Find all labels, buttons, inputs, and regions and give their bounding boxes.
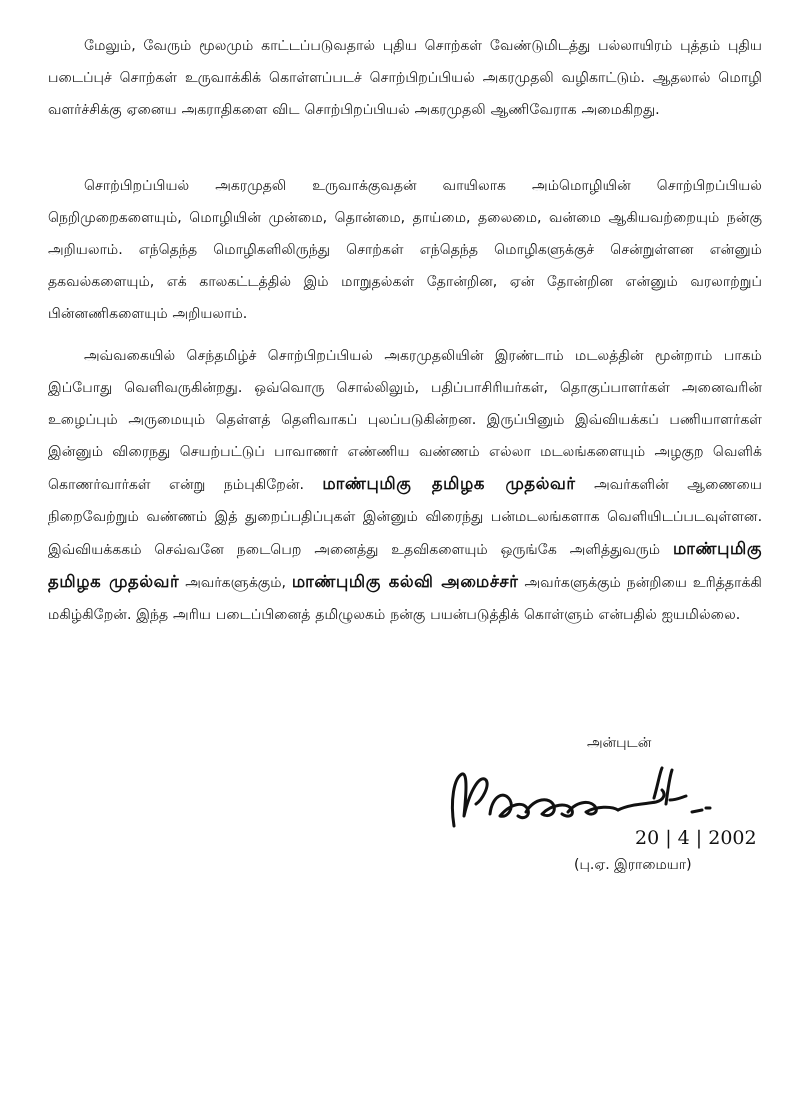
paragraph-3-text-d: அவர்களுக்கும், — [185, 575, 286, 591]
bold-title-education-minister: மாண்புமிகு கல்வி அமைச்சர் — [291, 572, 519, 591]
paragraph-1-text: மேலும், வேரும் மூலமும் காட்டப்படுவதால் புதிய சொற்கள் வேண்டுமிடத்து பல்லாயிரம் புத்தம் புதிய படைப்புச் சொற்கள் உருவாக்கிக் கொள்ளப்படச் சொற்பிறப்பியல் அகரமுதலி வழிகாட்டும். ஆதலால் மொழி வளர்ச்சிக்கு ஏனைய அகராதிகளை விட சொற்பிறப்பியல் அகரமுதலி ஆணிவேராக அமைகிறது. — [48, 38, 762, 118]
paragraph-3-text-a: அவ்வகையில் செந்தமிழ்ச் சொற்பிறப்பியல் அகரமுதலியின் இரண்டாம் மடலத்தின் மூன்றாம் பாகம் இப்போது வெளிவருகின்றது. ஒவ்வொரு சொல்லிலும், பதிப்பாசிரியர்கள், தொகுப்பாளர்கள் அனைவரின் உழைப்பும் அருமையும் தெள்ளத் தெளிவாகப் புலப்படுகின்றன. இருப்பினும் இவ்வியக்கப் பணியாளர்கள் இன்னும் விரைநது செயற்பட்டுப் பாவாணர் எண்ணிய வண்ணம் எல்லா மடலங்களையும் அழகுற வெளிக் கொணர்வார்கள் என்று நம்புகிறேன். — [48, 348, 762, 493]
bold-title-chief-minister: மாண்புமிகு தமிழக முதல்வர் — [322, 474, 576, 493]
bold-title-chief-minister-2: மாண்புமிகு தமிழக முதல்வர் — [48, 539, 763, 591]
signature-date: 20 | 4 | 2002 — [635, 827, 757, 849]
paragraph-3-text-c: அவர்களின் ஆணையை நிறைவேற்றும் வண்ணம் இத் துறைப்பதிப்புகள் இன்னும் விரைந்து பன்மடலங்களாக வெளியிடப்படவுள்ளன. இவ்வியக்ககம் செவ்வனே நடைபெற அனைத்து உதவிகளையும் ஒருங்கே அளித்துவரும் — [48, 477, 762, 558]
signatory-name: (பு.ஏ. இராமையா) — [574, 857, 692, 873]
paragraph-2-text: சொற்பிறப்பியல் அகரமுதலி உருவாக்குவதன் வாயிலாக அம்மொழியின் சொற்பிறப்பியல் நெறிமுறைகளையும், மொழியின் முன்மை, தொன்மை, தாய்மை, தலைமை, வன்மை ஆகியவற்றையும் நன்கு அறியலாம். எந்தெந்த மொழிகளிலிருந்து சொற்கள் எந்தெந்த மொழிகளுக்குச் சென்றுள்ளன என்னும் தகவல்களையும், எக் காலகட்டத்தில் இம் மாறுதல்கள் தோன்றின, ஏன் தோன்றின என்னும் வரலாற்றுப் பின்னணிகளையும் அறியலாம். — [48, 178, 762, 322]
paragraph-3-text-e: அவர்களுக்கும் நன்றியை உரித்தாக்கி மகிழ்கிறேன். இந்த அரிய படைப்பினைத் தமிழுலகம் நன்கு பயன்படுத்திக் கொள்ளும் என்பதில் ஐயமில்லை. — [48, 575, 762, 623]
paragraph-3 — [48, 340, 762, 631]
closing-salutation: அன்புடன் — [587, 735, 652, 751]
paragraph-1 — [48, 30, 762, 126]
paragraph-2 — [48, 170, 762, 330]
handwritten-signature — [440, 760, 770, 850]
